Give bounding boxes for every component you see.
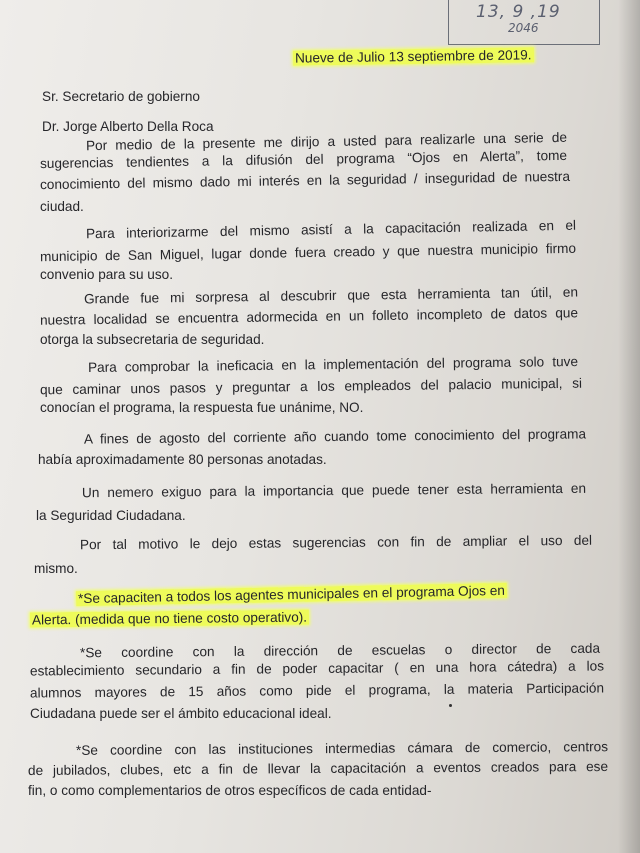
p1-line2: sugerencias tendientes a la difusión del programa “Ojos en Alerta”, tome: [39, 147, 568, 172]
suggestion2-line4: Ciudadana puede ser el ámbito educacional ideal.: [30, 706, 332, 721]
date-line: [293, 46, 534, 67]
p7-line1: Por tal motivo le dejo estas sugerencias con fin de ampliar el uso del: [79, 532, 593, 553]
suggestion1-line1: [76, 582, 507, 608]
stamp-number: 2046: [508, 21, 539, 35]
p3-line3: otorga la subsecretaria de seguridad.: [40, 332, 265, 347]
p2-line3: convenio para su uso.: [40, 267, 174, 282]
stamp-date: 13, 9 ,19: [476, 2, 561, 22]
date-highlight: Nueve de Julio 13 septiembre de 2019.: [294, 47, 532, 66]
p6-line2: la Seguridad Ciudadana.: [36, 508, 186, 523]
p1-line1: Por medio de la presente me dirijo a usted para realizarle una serie de: [85, 129, 568, 154]
suggestion3-line1: *Se coordine con las instituciones intermedias cámara de comercio, centros: [75, 739, 609, 758]
suggestion3-line3: fin, o como complementarios de otros específicos de cada entidad-: [28, 783, 432, 798]
p1-line4: ciudad.: [40, 199, 84, 214]
p3-line1: Grande fue mi sorpresa al descubrir que esta herramienta tan útil, en: [83, 284, 579, 307]
suggestion1-highlight-2: Alerta. (medida que no tiene costo operativo).: [31, 609, 308, 628]
suggestion2-line3: alumnos mayores de 15 años como pide el programa, la materia Participación: [29, 680, 605, 701]
p4-line3: conocían el programa, la respuesta fue unánime, NO.: [40, 400, 364, 415]
p4-line2: que caminar unos pasos y preguntar a los empleados del palacio municipal, si: [39, 375, 583, 398]
page-edge-shadow: [618, 0, 640, 853]
suggestion2-line2: establecimiento secundario a fin de poder capacitar ( en una hora cátedra) a los: [29, 658, 605, 679]
p6-line1: Un nemero exiguo para la importancia que puede tener esta herramienta en: [81, 480, 587, 501]
p7-line2: mismo.: [34, 561, 78, 576]
suggestion1-line2: [30, 609, 309, 630]
p4-line1: Para comprobar la ineficacia en la implementación del programa solo tuve: [87, 354, 579, 375]
suggestion1-highlight-1: *Se capaciten a todos los agentes municipales en el programa Ojos en: [77, 582, 506, 607]
ink-dot: [449, 704, 452, 707]
p5-line2: había aproximadamente 80 personas anotadas.: [38, 452, 327, 467]
recipient-title: Sr. Secretario de gobierno: [42, 89, 200, 104]
p5-line1: A fines de agosto del corriente año cuando tome conocimiento del programa: [83, 426, 587, 447]
p3-line2: nuestra localidad se encuentra adormecida en un folleto incompleto de datos que: [39, 305, 579, 328]
p2-line2: municipio de San Miguel, lugar donde fuera creado y que nuestra municipio firmo: [39, 240, 577, 265]
p2-line1: Para interiorizarme del mismo asistí a la capacitación realizada en el: [85, 217, 577, 242]
recipient-name: Dr. Jorge Alberto Della Roca: [42, 119, 214, 134]
p1-line3: conocimiento del mismo dado mi interés en la seguridad / inseguridad de nuestra: [39, 168, 571, 193]
suggestion2-line1: *Se coordine con la dirección de escuelas o director de cada: [79, 640, 601, 661]
suggestion3-line2: de jubilados, clubes, etc a fin de llevar la capacitación a eventos creados para ese: [27, 758, 609, 779]
